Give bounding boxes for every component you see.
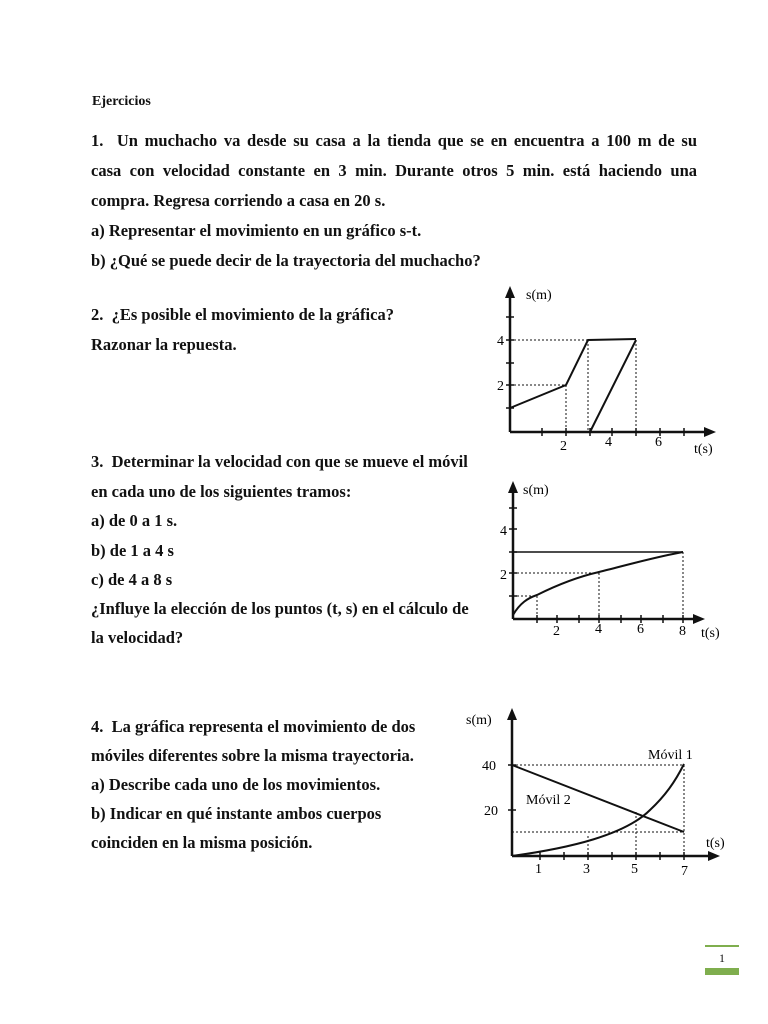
ex2-axis-ticks bbox=[506, 317, 684, 436]
page-number-bottom-bar bbox=[705, 968, 739, 975]
ex2-xtick-2: 2 bbox=[560, 439, 567, 454]
ex3-xtick-6: 6 bbox=[637, 622, 644, 637]
ex4-line-5: coinciden en la misma posición. bbox=[91, 833, 313, 852]
ex2-y-arrow bbox=[505, 286, 515, 298]
ex4-ytick-20: 20 bbox=[484, 804, 498, 819]
ex3-guides bbox=[513, 552, 683, 619]
ex3-y-arrow bbox=[508, 481, 518, 493]
ex2-line-b bbox=[590, 340, 636, 432]
ex4-ylabel: s(m) bbox=[466, 713, 492, 728]
ex2-line-1 bbox=[91, 305, 394, 325]
ex3-number: 3. bbox=[91, 452, 104, 471]
ex4-xtick-5: 5 bbox=[631, 862, 638, 877]
ex4-xtick-3: 3 bbox=[583, 862, 590, 877]
ex3-xtick-2: 2 bbox=[553, 624, 560, 639]
ex3-line-3: a) de 0 a 1 s. bbox=[91, 511, 178, 530]
ex2-ytick-2: 2 bbox=[497, 379, 504, 394]
ex2-guides bbox=[510, 340, 636, 432]
ex4-movil1-curve bbox=[512, 764, 684, 856]
ex1-line-5: b) ¿Qué se puede decir de la trayectoria del muchacho? bbox=[91, 251, 481, 270]
ex3-axis-ticks bbox=[509, 508, 683, 623]
ex1-line-4: a) Representar el movimiento en un gráfico s-t. bbox=[91, 221, 422, 240]
ex1-line-1 bbox=[91, 126, 697, 156]
ex3-ytick-4: 4 bbox=[500, 524, 507, 539]
ex4-number: 4. bbox=[91, 717, 104, 736]
ex3-curve bbox=[513, 552, 683, 615]
ex1-number: 1. bbox=[91, 131, 104, 150]
ex2-number: 2. bbox=[91, 305, 104, 324]
ex2-line-2: Razonar la repuesta. bbox=[91, 335, 237, 354]
ex2-line-a bbox=[510, 339, 636, 408]
ex4-line-3: a) Describe cada uno de los movimientos. bbox=[91, 775, 381, 794]
ex2-graph bbox=[480, 280, 730, 460]
ex2-xtick-6: 6 bbox=[655, 435, 662, 450]
ex3-x-arrow bbox=[693, 614, 705, 624]
ex2-xlabel: t(s) bbox=[694, 442, 713, 457]
ex1-line-3: compra. Regresa corriendo a casa en 20 s. bbox=[91, 191, 386, 210]
ex4-guides bbox=[512, 765, 684, 856]
ex3-line-2: en cada uno de los siguientes tramos: bbox=[91, 482, 352, 501]
ex3-line-1 bbox=[91, 452, 468, 472]
ex2-ytick-4: 4 bbox=[497, 334, 504, 349]
ex4-line-4: b) Indicar en qué instante ambos cuerpos bbox=[91, 804, 382, 823]
ex4-series-label-movil1: Móvil 1 bbox=[648, 748, 693, 763]
ex4-xtick-7: 7 bbox=[681, 864, 688, 879]
ex4-xtick-1: 1 bbox=[535, 862, 542, 877]
ex3-line-4: b) de 1 a 4 s bbox=[91, 541, 174, 560]
ex4-y-arrow bbox=[507, 708, 517, 720]
ex3-line-6: ¿Influye la elección de los puntos (t, s) en el cálculo de bbox=[91, 599, 469, 618]
ex3-line-5: c) de 4 a 8 s bbox=[91, 570, 173, 589]
ex1-text-1: Un muchacho va desde su casa a la tienda que se en encuentra a 100 m de su bbox=[116, 131, 697, 150]
ex3-ylabel: s(m) bbox=[523, 483, 549, 498]
ex1-line-2: casa con velocidad constante en 3 min. Durante otros 5 min. está haciendo una bbox=[91, 161, 697, 180]
ex3-xtick-4: 4 bbox=[595, 622, 602, 637]
page-number: 1 bbox=[719, 951, 725, 965]
ex4-text-1: La gráfica representa el movimiento de dos bbox=[111, 717, 416, 736]
ex4-xlabel: t(s) bbox=[706, 836, 725, 851]
page-title: Ejercicios bbox=[92, 94, 151, 109]
page-number-top-rule bbox=[705, 945, 739, 947]
ex4-x-arrow bbox=[708, 851, 720, 861]
ex4-line-1 bbox=[91, 717, 415, 737]
ex3-xlabel: t(s) bbox=[701, 626, 720, 641]
ex4-ytick-40: 40 bbox=[482, 759, 496, 774]
ex3-ytick-2: 2 bbox=[500, 568, 507, 583]
ex2-text-1: ¿Es posible el movimiento de la gráfica? bbox=[111, 305, 394, 324]
ex2-x-arrow bbox=[704, 427, 716, 437]
ex4-series-label-movil2: Móvil 2 bbox=[526, 793, 571, 808]
ex4-axis-ticks bbox=[508, 765, 684, 860]
ex3-graph bbox=[485, 475, 735, 645]
exercise-1 bbox=[91, 126, 697, 276]
ex4-graph bbox=[460, 700, 735, 885]
ex3-line-7: la velocidad? bbox=[91, 628, 184, 647]
ex2-ylabel: s(m) bbox=[526, 288, 552, 303]
ex4-line-2: móviles diferentes sobre la misma trayectoria. bbox=[91, 746, 414, 765]
ex3-text-1: Determinar la velocidad con que se mueve el móvil bbox=[111, 452, 468, 471]
ex3-xtick-8: 8 bbox=[679, 624, 686, 639]
ex2-xtick-4: 4 bbox=[605, 435, 612, 450]
